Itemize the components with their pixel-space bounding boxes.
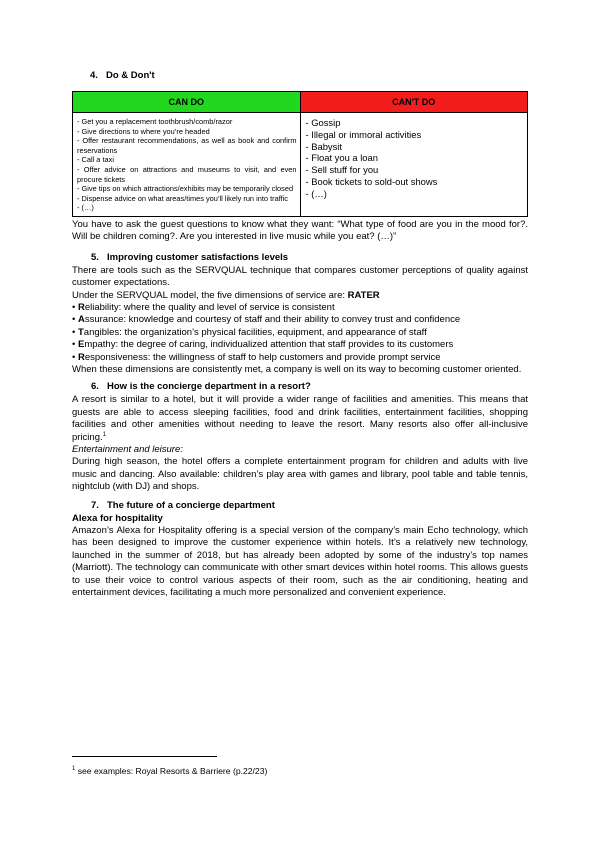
list-item: • Reliability: where the quality and level of service is consistent — [72, 301, 335, 313]
list-item: - (…) — [77, 203, 94, 213]
footnote-divider — [72, 756, 217, 757]
list-item: • Empathy: the degree of caring, individualized attention that staff provides to its customers — [72, 339, 454, 351]
alexa-paragraph: Amazon’s Alexa for Hospitality offering is a special version of the company’s main Echo technology, which has been designed to improve the customer experience within hotels. It’s a relatively new technology, launched in the summer of 2018, but has already been adopted by some of the industry’s top names (Marriott). The technology can communicate with other smart devices within hotel rooms. This allows guests to use their voice to control various aspects of their room, such as the air conditioning, heating and entertainment devices, facilitating a much more personalized and convenient experience. — [72, 525, 528, 599]
list-item: - Sell stuff for you — [305, 164, 379, 176]
section-6-heading: 6. How is the concierge department in a resort? — [91, 381, 311, 393]
guest-questions-paragraph: You have to ask the guest questions to know what they want: “What type of food are you in the mood for?. Will be children coming?. Are you interested in live music while you eat? (…)” — [72, 218, 528, 243]
section-7-title: The future of a concierge department — [107, 499, 275, 511]
list-item: - Give tips on which attractions/exhibits may be temporarily closed — [77, 184, 294, 194]
list-item: - Book tickets to sold-out shows — [305, 175, 438, 187]
servqual-conclusion: When these dimensions are consistently met, a company is well on its way to becoming customer oriented. — [72, 364, 522, 375]
cant-do-list — [300, 113, 528, 217]
section-7-heading: 7. The future of a concierge department — [91, 499, 275, 511]
can-do-header: CAN DO — [73, 92, 301, 113]
list-item: - Dispense advice on what areas/times you’ll likely run into traffic — [77, 193, 289, 203]
list-item: - Give directions to where you’re headed — [77, 126, 210, 136]
alexa-subheading: Alexa for hospitality — [72, 512, 163, 524]
list-item: • Tangibles: the organization’s physical facilities, equipment, and appearance of staff — [72, 326, 427, 338]
section-6-title: How is the concierge department in a resort? — [107, 381, 311, 393]
resort-paragraph: A resort is similar to a hotel, but it will provide a wider range of facilities and amenities. This means that guests are able to access sleeping facilities, food and drink facilities, entertainment facilities, shopping facilities and other amenities without needing to leave the resort. Many resorts also offer all-inclusive pricing.$^1$ — [72, 394, 528, 443]
entertainment-paragraph: During high season, the hotel offers a complete entertainment program for children and adults with live music and dancing. Also available: children’s play area with games and library, pool table and table tennis, nightclub (with DJ) and shops. — [72, 456, 528, 493]
cant-do-header: CAN'T DO — [300, 92, 528, 113]
list-item: - Illegal or immoral activities — [305, 128, 422, 140]
document-page — [72, 70, 528, 600]
section-4-heading: 4. Do & Don't — [90, 70, 155, 81]
list-item: - (…) — [305, 187, 327, 199]
rater-intro: Under the SERVQUAL model, the five dimensions of service are: RATER — [72, 289, 380, 301]
section-4-title: Do & Don't — [106, 70, 155, 81]
list-item: - Call a taxi — [77, 155, 114, 165]
list-item: - Float you a loan — [305, 152, 378, 164]
entertainment-subheading: Entertainment and leisure: — [72, 444, 183, 456]
list-item: - Offer restaurant recommendations, as well as book and confirm reservations — [77, 136, 297, 155]
list-item: - Babysit — [305, 140, 342, 152]
list-item: - Gossip — [305, 117, 341, 128]
list-item: - Get you a replacement toothbrush/comb/razor — [77, 117, 233, 126]
section-5-heading: 5. Improving customer satisfactions levels — [91, 251, 289, 263]
footnote-ref[interactable]: 1 — [102, 431, 106, 438]
list-item: • Responsiveness: the willingness of staff to help customers and provide prompt service — [72, 351, 441, 363]
can-do-list — [73, 113, 301, 217]
list-item: - Offer advice on attractions and museums to visit, and even procure tickets — [77, 164, 297, 184]
list-item: • Assurance: knowledge and courtesy of staff and their ability to convey trust and confidence — [72, 314, 461, 326]
footnote: $^1$ see examples: Royal Resorts & Barriere (p.22/23) — [72, 766, 268, 776]
do-dont-table — [72, 91, 528, 217]
rater-acronym: RATER — [347, 289, 380, 301]
section-5-title: Improving customer satisfactions levels — [107, 251, 289, 263]
servqual-intro: There are tools such as the SERVQUAL technique that compares customer perceptions of quality against customer expectations. — [72, 264, 528, 289]
